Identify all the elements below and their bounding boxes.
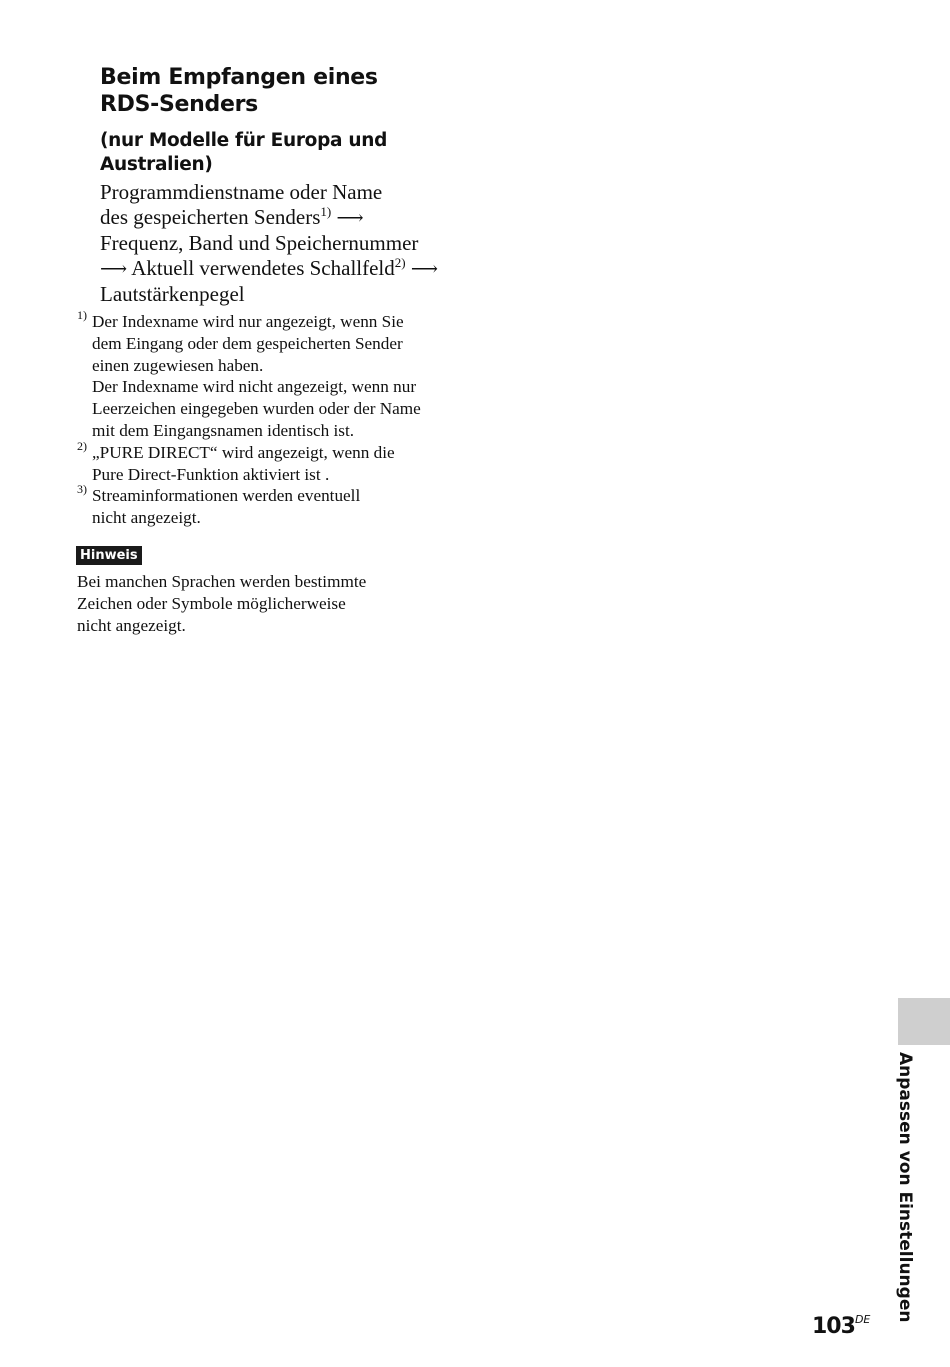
sequence-line [100, 282, 480, 307]
arrow-right-icon: ⟶ [100, 258, 128, 280]
subheading-line: Australien) [100, 154, 213, 175]
footnote-3 [77, 482, 457, 529]
footnote-line: Streaminformationen werden eventuell [92, 486, 361, 506]
note-label: Hinweis [76, 546, 142, 565]
note-line: Bei manchen Sprachen werden bestimmte [77, 572, 367, 591]
sequence-line [100, 231, 480, 256]
footnotes [77, 308, 457, 529]
footnote-line: Der Indexname wird nur angezeigt, wenn Sie [92, 312, 404, 331]
section-heading-line: RDS-Senders [100, 92, 258, 117]
page-number [812, 1305, 870, 1342]
footnote-mark: 3) [77, 482, 87, 497]
footnote-ref: 1) [320, 203, 332, 219]
page-number-suffix: DE [854, 1313, 871, 1326]
sequence-text: Aktuell verwendetes Schallfeld [131, 255, 395, 280]
arrow-right-icon: ⟶ [336, 207, 364, 229]
footnote-mark: 1) [77, 308, 87, 322]
note-text [77, 571, 457, 636]
footnote-line: Leerzeichen eingegeben wurden oder der Name [92, 399, 421, 419]
side-section-label: Anpassen von Einstellungen [895, 1052, 915, 1323]
section-heading-line: Beim Empfangen eines [100, 65, 378, 90]
section-heading [100, 64, 460, 118]
note-line: Zeichen oder Symbole möglicherweise [77, 593, 346, 613]
footnote-ref: 2) [394, 254, 406, 270]
note-line: nicht angezeigt. [77, 615, 186, 635]
page-number-value: 103 [812, 1314, 855, 1339]
arrow-right-icon: ⟶ [410, 258, 438, 280]
display-sequence [100, 180, 480, 307]
sequence-text: des gespeicherten Senders [100, 204, 321, 229]
sequence-line [100, 205, 480, 232]
section-subheading [100, 129, 460, 177]
sequence-text: Lautstärkenpegel [100, 282, 245, 307]
footnote-line: mit dem Eingangsnamen identisch ist. [92, 420, 355, 440]
side-tab-marker [898, 998, 950, 1045]
footnote-line: Pure Direct-Funktion aktiviert ist . [92, 464, 330, 484]
sequence-line [100, 180, 480, 205]
sequence-text: Programmdienstname oder Name [100, 180, 383, 204]
footnote-mark: 2) [77, 438, 87, 453]
sequence-text: Frequenz, Band und Speichernummer [100, 231, 419, 256]
footnote-1 [77, 308, 457, 442]
footnote-line: einen zugewiesen haben. [92, 355, 264, 375]
footnote-2 [77, 438, 457, 486]
subheading-line: (nur Modelle für Europa und [100, 130, 388, 151]
footnote-line: „PURE DIRECT“ wird angezeigt, wenn die [92, 442, 395, 462]
footnote-line: nicht angezeigt. [92, 508, 201, 528]
footnote-line: dem Eingang oder dem gespeicherten Sender [92, 333, 403, 353]
footnote-line: Der Indexname wird nicht angezeigt, wenn nur [92, 377, 417, 397]
sequence-line [100, 256, 480, 283]
